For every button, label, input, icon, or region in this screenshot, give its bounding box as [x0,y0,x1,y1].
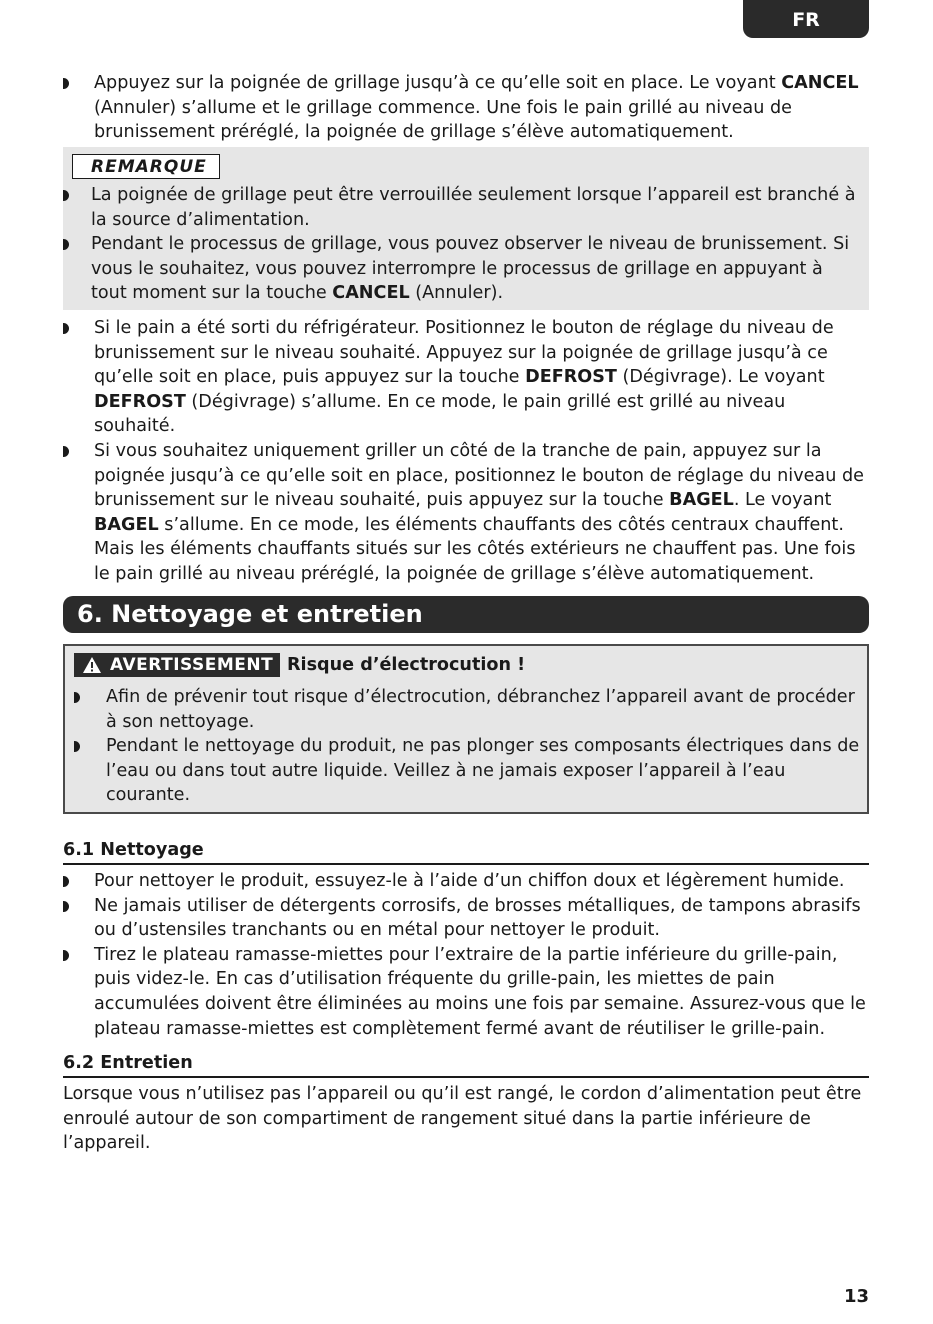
item-text: (Dégivrage) s’allume. En ce mode, le pain grillé est grillé au niveau souhaité. [94,391,786,437]
section-title: 6. Nettoyage et entretien [63,596,869,633]
item-text: (Dégivrage). Le voyant [616,367,825,388]
item-text: . Le voyant [733,490,832,511]
mode-list [63,316,869,587]
item-text: Appuyez sur la poignée de grillage jusqu’à ce qu’elle soit en place. Le voyant [94,73,782,93]
item-text: Ne jamais utiliser de détergents corrosifs, de brosses métalliques, de tampons abrasifs ou d’ustensiles tranchants ou en métal pour nettoyer le produit. [94,895,861,941]
note-list [63,183,863,306]
warning-box [63,644,869,814]
warning-list [74,685,864,808]
item-text: (Annuler). [409,283,504,304]
item-text: Tirez le plateau ramasse-miettes pour l’extraire de la partie inférieure du grille-pain, puis videz-le. En cas d’utilisation fréquente du grille-pain, les miettes de pain accumulées doivent être éliminées au moins une fois par semaine. Assurez-vous que le plateau ramasse-miettes est complètement fermé avant de réutiliser le grille-pain. [94,944,866,1039]
list-item [63,943,869,1041]
note-label: REMARQUE [72,154,220,179]
intro-list [63,71,869,145]
key-label: BAGEL [669,490,734,511]
item-text: s’allume. En ce mode, les éléments chauffants des côtés centraux chauffent. Mais les éléments chauffants situés sur les côtés extérieurs ne chauffent pas. Une fois le pain grillé au niveau préréglé, la poignée de grillage s’élève automatiquement. [94,514,856,584]
language-tab: FR [743,0,869,38]
item-text: La poignée de grillage peut être verrouillée seulement lorsque l’appareil est branché à la source d’alimentation. [91,185,856,230]
list-item [74,734,864,808]
list-item [74,685,864,734]
warning-triangle-icon [83,657,101,673]
maintenance-heading: 6.2 Entretien [63,1051,869,1078]
item-text: Pendant le nettoyage du produit, ne pas plonger ses composants électriques dans de l’eau ou dans tout autre liquide. Veillez à ne jamais exposer l’appareil à l’eau courante. [106,736,860,806]
warning-title: Risque d’électrocution ! [287,655,526,675]
item-text: (Annuler) s’allume et le grillage commence. Une fois le pain grillé au niveau de brunissement préréglé, la poignée de grillage s’élève automatiquement. [94,97,792,143]
list-item [63,439,869,587]
item-text: Pendant le processus de grillage, vous pouvez observer le niveau de brunissement. Si vous le souhaitez, vous pouvez interrompre le processus de grillage en appuyant à tout moment sur la touche [91,234,850,304]
key-label: CANCEL [332,283,410,304]
list-item [63,71,869,145]
key-label: DEFROST [525,367,617,388]
cleaning-list [63,869,869,1041]
list-item [63,316,869,439]
item-text: Si le pain a été sorti du réfrigérateur. Positionnez le bouton de réglage du niveau de brunissement sur le niveau souhaité. Appuyez sur la poignée de grillage jusqu’à ce qu’elle soit en place, puis appuyez sur la touche [94,318,834,388]
list-item [63,869,869,894]
page-number: 13 [843,1286,869,1307]
item-text: Afin de prévenir tout risque d’électrocution, débranchez l’appareil avant de procéder à son nettoyage. [106,687,855,732]
maintenance-text: Lorsque vous n’utilisez pas l’appareil ou qu’il est rangé, le cordon d’alimentation peut être enroulé autour de son compartiment de rangement situé dans la partie inférieure de l’appareil. [63,1084,862,1154]
key-label: CANCEL [781,73,859,93]
list-item [63,232,863,306]
warning-label-text: AVERTISSEMENT [110,655,274,675]
list-item [63,894,869,943]
item-text: Si vous souhaitez uniquement griller un côté de la tranche de pain, appuyez sur la poignée jusqu’à ce qu’elle soit en place, positionnez le bouton de réglage du niveau de brunissement sur le niveau souhaité, puis appuyez sur la touche [94,440,864,511]
key-label: DEFROST [94,391,186,412]
item-text: Pour nettoyer le produit, essuyez-le à l’aide d’un chiffon doux et légèrement humide. [94,871,845,891]
key-label: BAGEL [94,514,159,535]
warning-label [74,653,280,677]
cleaning-heading: 6.1 Nettoyage [63,838,869,865]
note-box [63,147,869,310]
list-item [63,183,863,232]
